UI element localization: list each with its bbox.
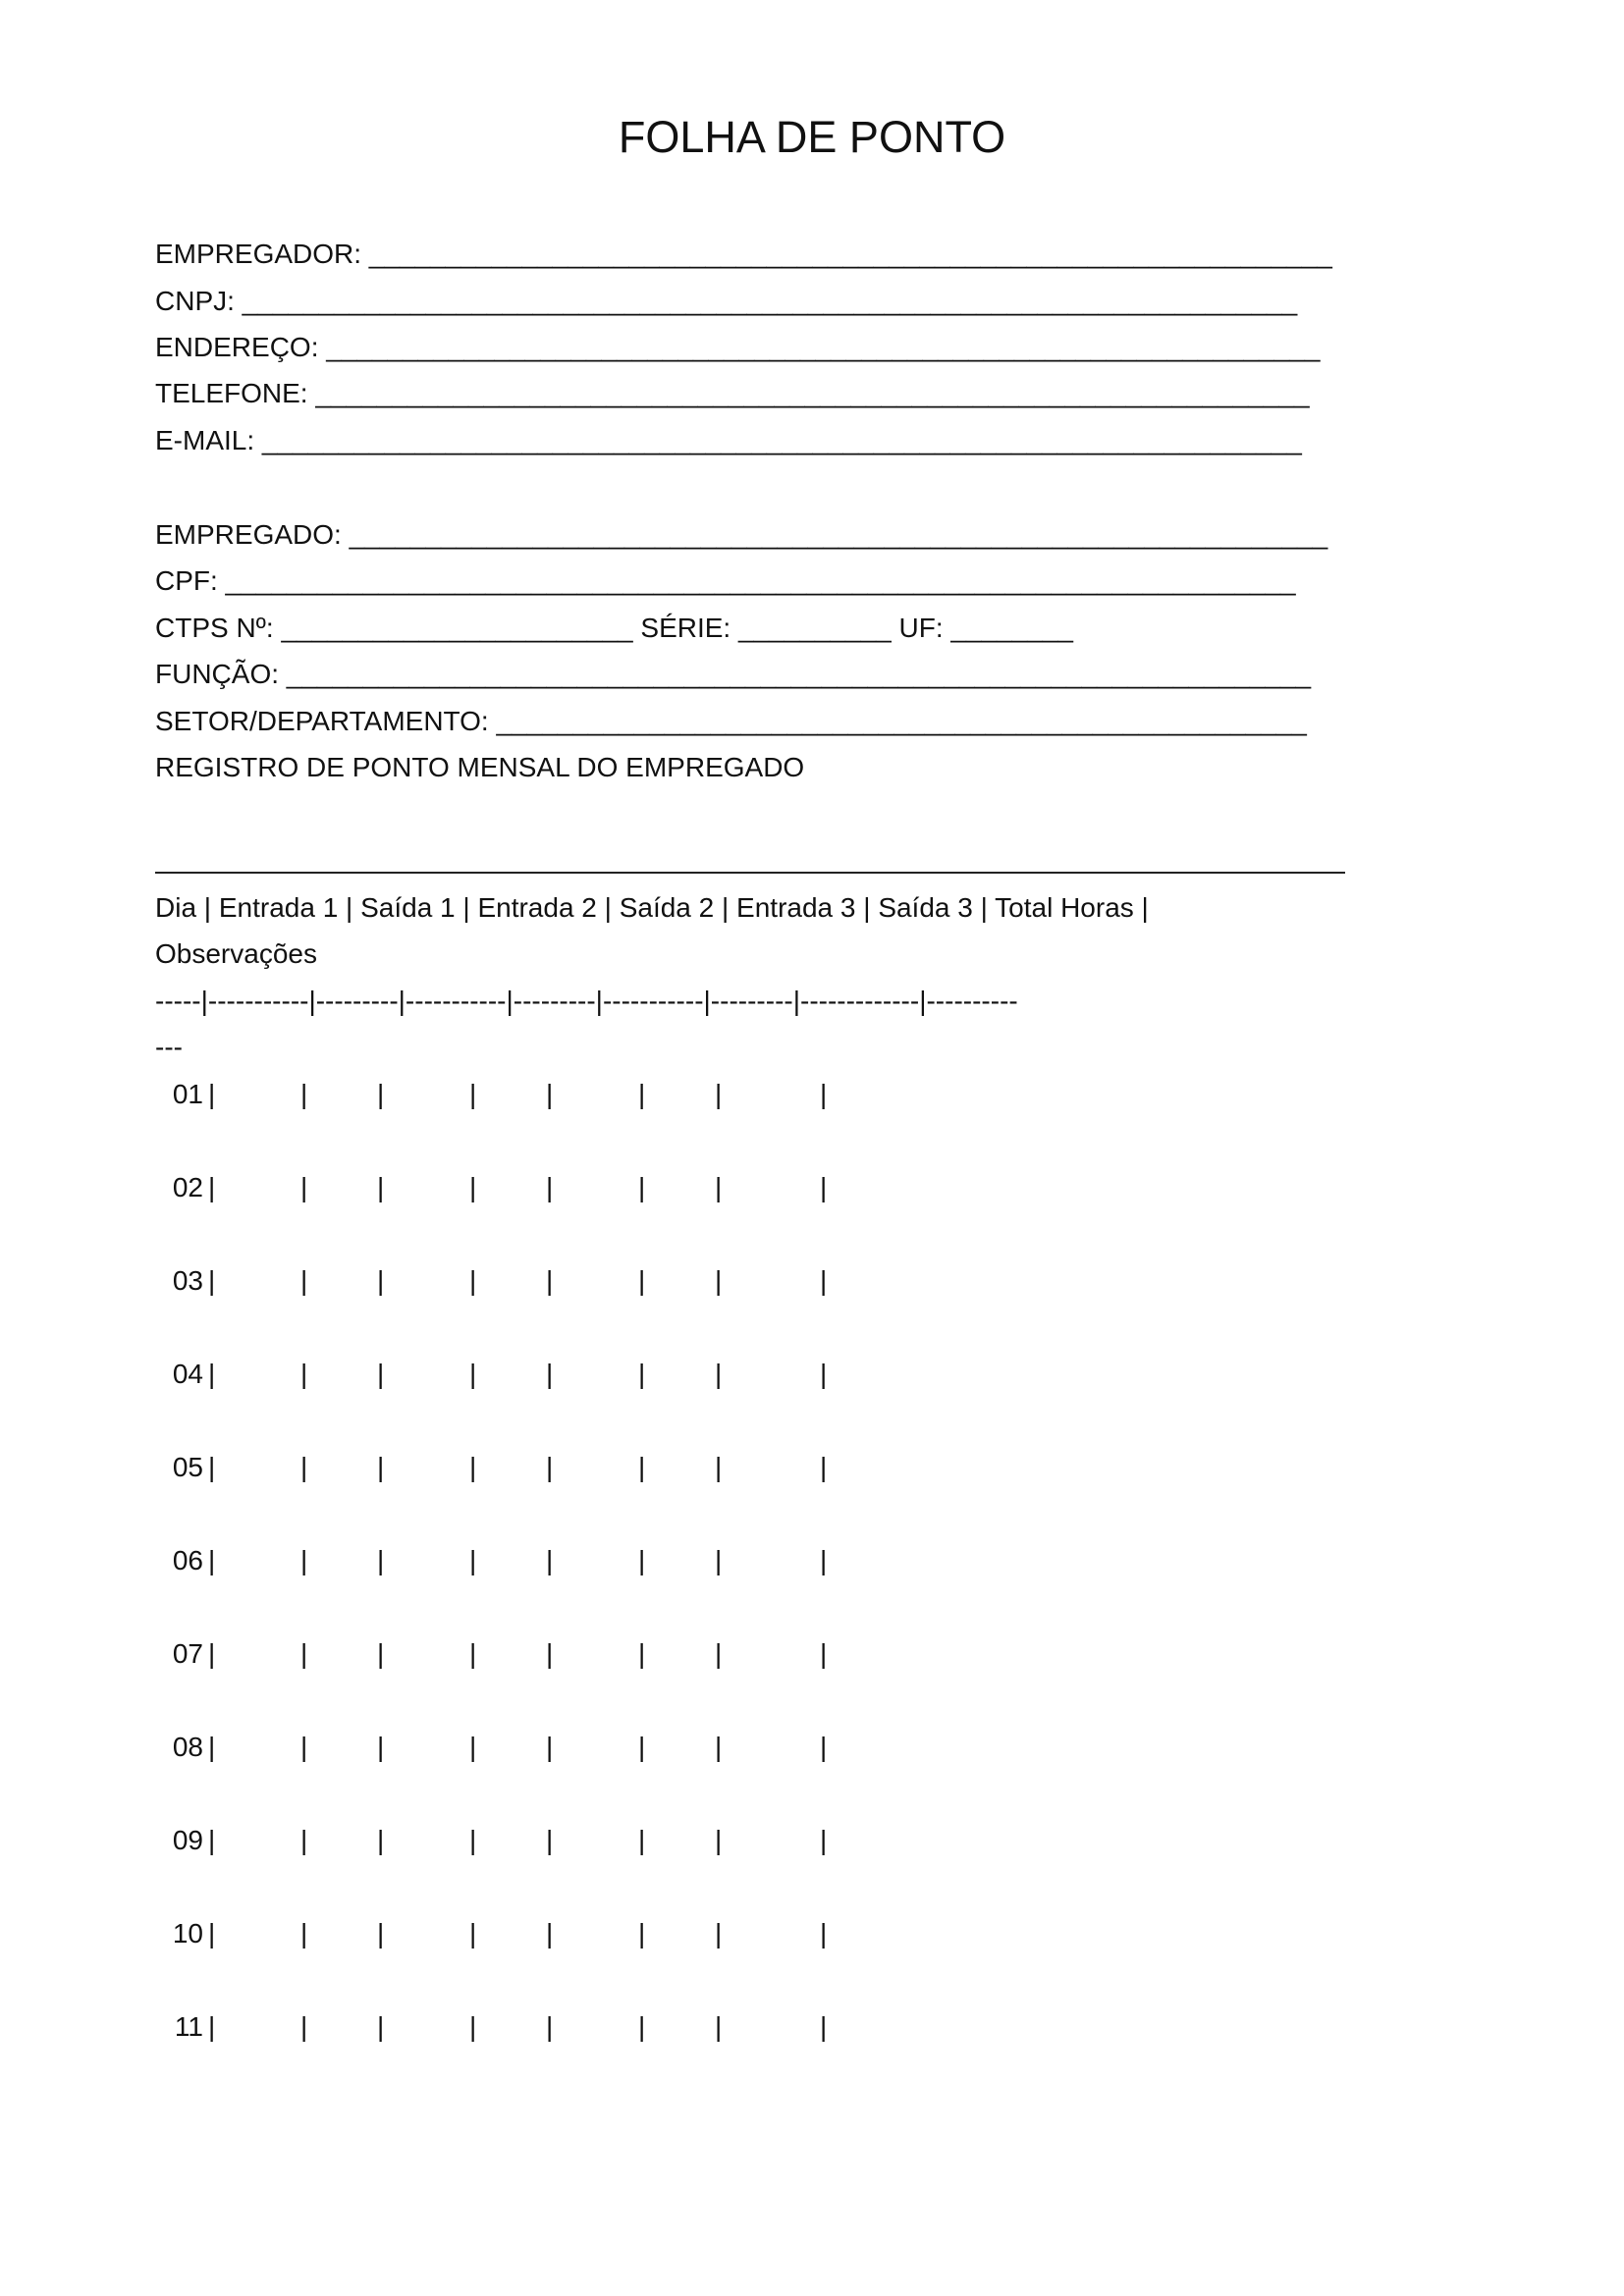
column-separator: | [546,1265,554,1296]
telefone-field: TELEFONE: _________________________________________________________________ [155,378,1310,408]
column-separator: | [638,1452,646,1482]
cpf-field: CPF: ______________________________________________________________________ [155,565,1296,596]
column-separator: | [208,1825,216,1855]
column-separator: | [715,1079,723,1109]
column-separator: | [377,1452,385,1482]
column-separator: | [638,1172,646,1202]
endereco-field: ENDEREÇO: _________________________________________________________________ [155,332,1321,362]
day-number: 07 [172,1638,203,1669]
column-separator: | [208,1359,216,1389]
funcao-field: FUNÇÃO: ___________________________________________________________________ [155,659,1312,689]
day-number: 11 [174,2011,203,2042]
column-separator: | [715,1825,723,1855]
column-separator: | [377,1638,385,1669]
column-separator: | [377,1918,385,1949]
table-header-line-2: Observações [155,938,317,969]
column-separator: | [208,1265,216,1296]
column-separator: | [638,1638,646,1669]
column-separator: | [208,2011,216,2042]
column-separator: | [820,1265,828,1296]
column-separator: | [300,1079,308,1109]
column-separator: | [546,1452,554,1482]
page-title: FOLHA DE PONTO [618,112,1006,162]
section-divider [155,872,1345,874]
column-separator: | [546,1172,554,1202]
column-separator: | [715,1359,723,1389]
day-number: 02 [172,1172,203,1202]
table-separator-line-1: -----|-----------|---------|-----------|---------|-----------|---------|-------------|---------- [155,986,1018,1016]
column-separator: | [300,1918,308,1949]
column-separator: | [377,1359,385,1389]
column-separator: | [546,1359,554,1389]
column-separator: | [469,1732,477,1762]
column-separator: | [300,1825,308,1855]
column-separator: | [638,1732,646,1762]
column-separator: | [300,2011,308,2042]
column-separator: | [820,1545,828,1575]
column-separator: | [208,1732,216,1762]
column-separator: | [208,1079,216,1109]
column-separator: | [208,1172,216,1202]
column-separator: | [715,1732,723,1762]
column-separator: | [820,1172,828,1202]
day-number: 01 [172,1079,203,1109]
column-separator: | [208,1452,216,1482]
column-separator: | [820,1452,828,1482]
column-separator: | [300,1732,308,1762]
column-separator: | [715,1452,723,1482]
column-separator: | [469,1918,477,1949]
column-separator: | [208,1545,216,1575]
column-separator: | [469,1452,477,1482]
ctps-field: CTPS Nº: _______________________ SÉRIE: __________ UF: ________ [155,613,1073,643]
table-separator-line-2: --- [155,1032,183,1062]
column-separator: | [820,1918,828,1949]
column-separator: | [377,1172,385,1202]
column-separator: | [638,1545,646,1575]
column-separator: | [820,1359,828,1389]
column-separator: | [300,1638,308,1669]
column-separator: | [208,1918,216,1949]
column-separator: | [377,1545,385,1575]
column-separator: | [469,1079,477,1109]
column-separator: | [377,1825,385,1855]
column-separator: | [638,1918,646,1949]
column-separator: | [546,1918,554,1949]
column-separator: | [377,1265,385,1296]
column-separator: | [377,1079,385,1109]
column-separator: | [638,1265,646,1296]
column-separator: | [469,2011,477,2042]
column-separator: | [638,1825,646,1855]
column-separator: | [638,1359,646,1389]
column-separator: | [377,1732,385,1762]
day-number: 06 [172,1545,203,1575]
column-separator: | [546,1638,554,1669]
column-separator: | [208,1638,216,1669]
column-separator: | [300,1545,308,1575]
day-number: 05 [172,1452,203,1482]
table-header-line-1: Dia | Entrada 1 | Saída 1 | Entrada 2 | Saída 2 | Entrada 3 | Saída 3 | Total Horas | [155,892,1149,923]
day-number: 09 [172,1825,203,1855]
cnpj-field: CNPJ: _____________________________________________________________________ [155,286,1298,316]
column-separator: | [469,1638,477,1669]
registro-heading: REGISTRO DE PONTO MENSAL DO EMPREGADO [155,752,805,782]
column-separator: | [469,1265,477,1296]
setor-field: SETOR/DEPARTAMENTO: _____________________________________________________ [155,706,1307,736]
day-number: 04 [172,1359,203,1389]
column-separator: | [546,1545,554,1575]
column-separator: | [820,1079,828,1109]
column-separator: | [820,1825,828,1855]
column-separator: | [638,1079,646,1109]
column-separator: | [715,1172,723,1202]
column-separator: | [300,1172,308,1202]
column-separator: | [820,1732,828,1762]
column-separator: | [469,1172,477,1202]
column-separator: | [715,2011,723,2042]
column-separator: | [377,2011,385,2042]
column-separator: | [820,2011,828,2042]
column-separator: | [469,1545,477,1575]
column-separator: | [546,1732,554,1762]
column-separator: | [820,1638,828,1669]
column-separator: | [300,1452,308,1482]
column-separator: | [715,1545,723,1575]
column-separator: | [546,1825,554,1855]
empregado-field: EMPREGADO: ________________________________________________________________ [155,519,1328,550]
empregador-field: EMPREGADOR: _______________________________________________________________ [155,239,1332,269]
column-separator: | [638,2011,646,2042]
column-separator: | [300,1359,308,1389]
column-separator: | [715,1265,723,1296]
day-number: 03 [172,1265,203,1296]
column-separator: | [715,1918,723,1949]
column-separator: | [300,1265,308,1296]
column-separator: | [546,1079,554,1109]
day-number: 10 [172,1918,203,1949]
column-separator: | [715,1638,723,1669]
day-number: 08 [172,1732,203,1762]
column-separator: | [469,1359,477,1389]
column-separator: | [546,2011,554,2042]
email-field: E-MAIL: ____________________________________________________________________ [155,425,1302,455]
column-separator: | [469,1825,477,1855]
